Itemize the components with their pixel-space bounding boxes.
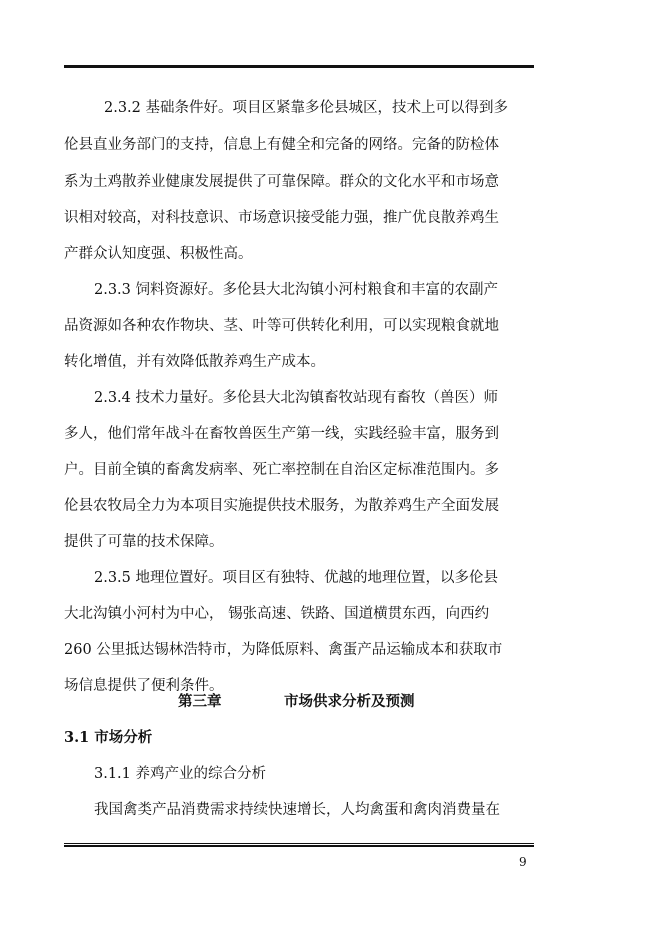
paragraph-line: 识相对较高，对科技意识、市场意识接受能力强，推广优良散养鸡生 — [64, 210, 499, 226]
paragraph-line: 系为土鸡散养业健康发展提供了可靠保障。群众的文化水平和市场意 — [64, 174, 499, 190]
paragraph-line: 2.3.3 饲料资源好。多伦县大北沟镇小河村粮食和丰富的农副产 — [94, 282, 499, 298]
paragraph-line: 2.3.5 地理位置好。项目区有独特、优越的地理位置，以多伦县 — [94, 570, 499, 586]
paragraph-line: 2.3.4 技术力量好。多伦县大北沟镇畜牧站现有畜牧（兽医）师 — [94, 390, 499, 406]
chapter-label: 第三章 — [178, 693, 222, 710]
paragraph-line: 场信息提供了便利条件。 — [64, 678, 224, 694]
paragraph-line: 我国禽类产品消费需求持续快速增长，人均禽蛋和禽肉消费量在 — [94, 802, 500, 818]
chapter-title: 市场供求分析及预测 — [284, 693, 415, 710]
paragraph-line: 品资源如各种农作物块、茎、叶等可供转化利用，可以实现粮食就地 — [64, 318, 499, 334]
paragraph-line: 提供了可靠的技术保障。 — [64, 534, 224, 550]
paragraph-line: 多人，他们常年战斗在畜牧兽医生产第一线，实践经验丰富，服务到 — [64, 426, 499, 442]
paragraph-line: 伦县农牧局全力为本项目实施提供技术服务，为散养鸡生产全面发展 — [64, 498, 499, 514]
section-heading: 3.1 市场分析 — [64, 729, 153, 746]
subsection-heading: 3.1.1 养鸡产业的综合分析 — [94, 766, 267, 782]
paragraph-line: 2.3.2 基础条件好。项目区紧靠多伦县城区，技术上可以得到多 — [104, 100, 509, 116]
paragraph-line: 伦县直业务部门的支持，信息上有健全和完备的网络。完备的防检体 — [64, 137, 499, 153]
footer-rule — [64, 843, 534, 847]
paragraph-line: 户。目前全镇的畜禽发病率、死亡率控制在自治区定标准范围内。多 — [64, 462, 499, 478]
page-number: 9 — [519, 855, 527, 869]
paragraph-line: 260 公里抵达锡林浩特市，为降低原料、禽蛋产品运输成本和获取市 — [64, 642, 503, 658]
paragraph-line: 转化增值，并有效降低散养鸡生产成本。 — [64, 354, 325, 370]
paragraph-line: 产群众认知度强、积极性高。 — [64, 246, 253, 262]
paragraph-line: 大北沟镇小河村为中心， 锡张高速、铁路、国道横贯东西，向西约 — [64, 606, 490, 622]
header-rule — [64, 65, 534, 68]
